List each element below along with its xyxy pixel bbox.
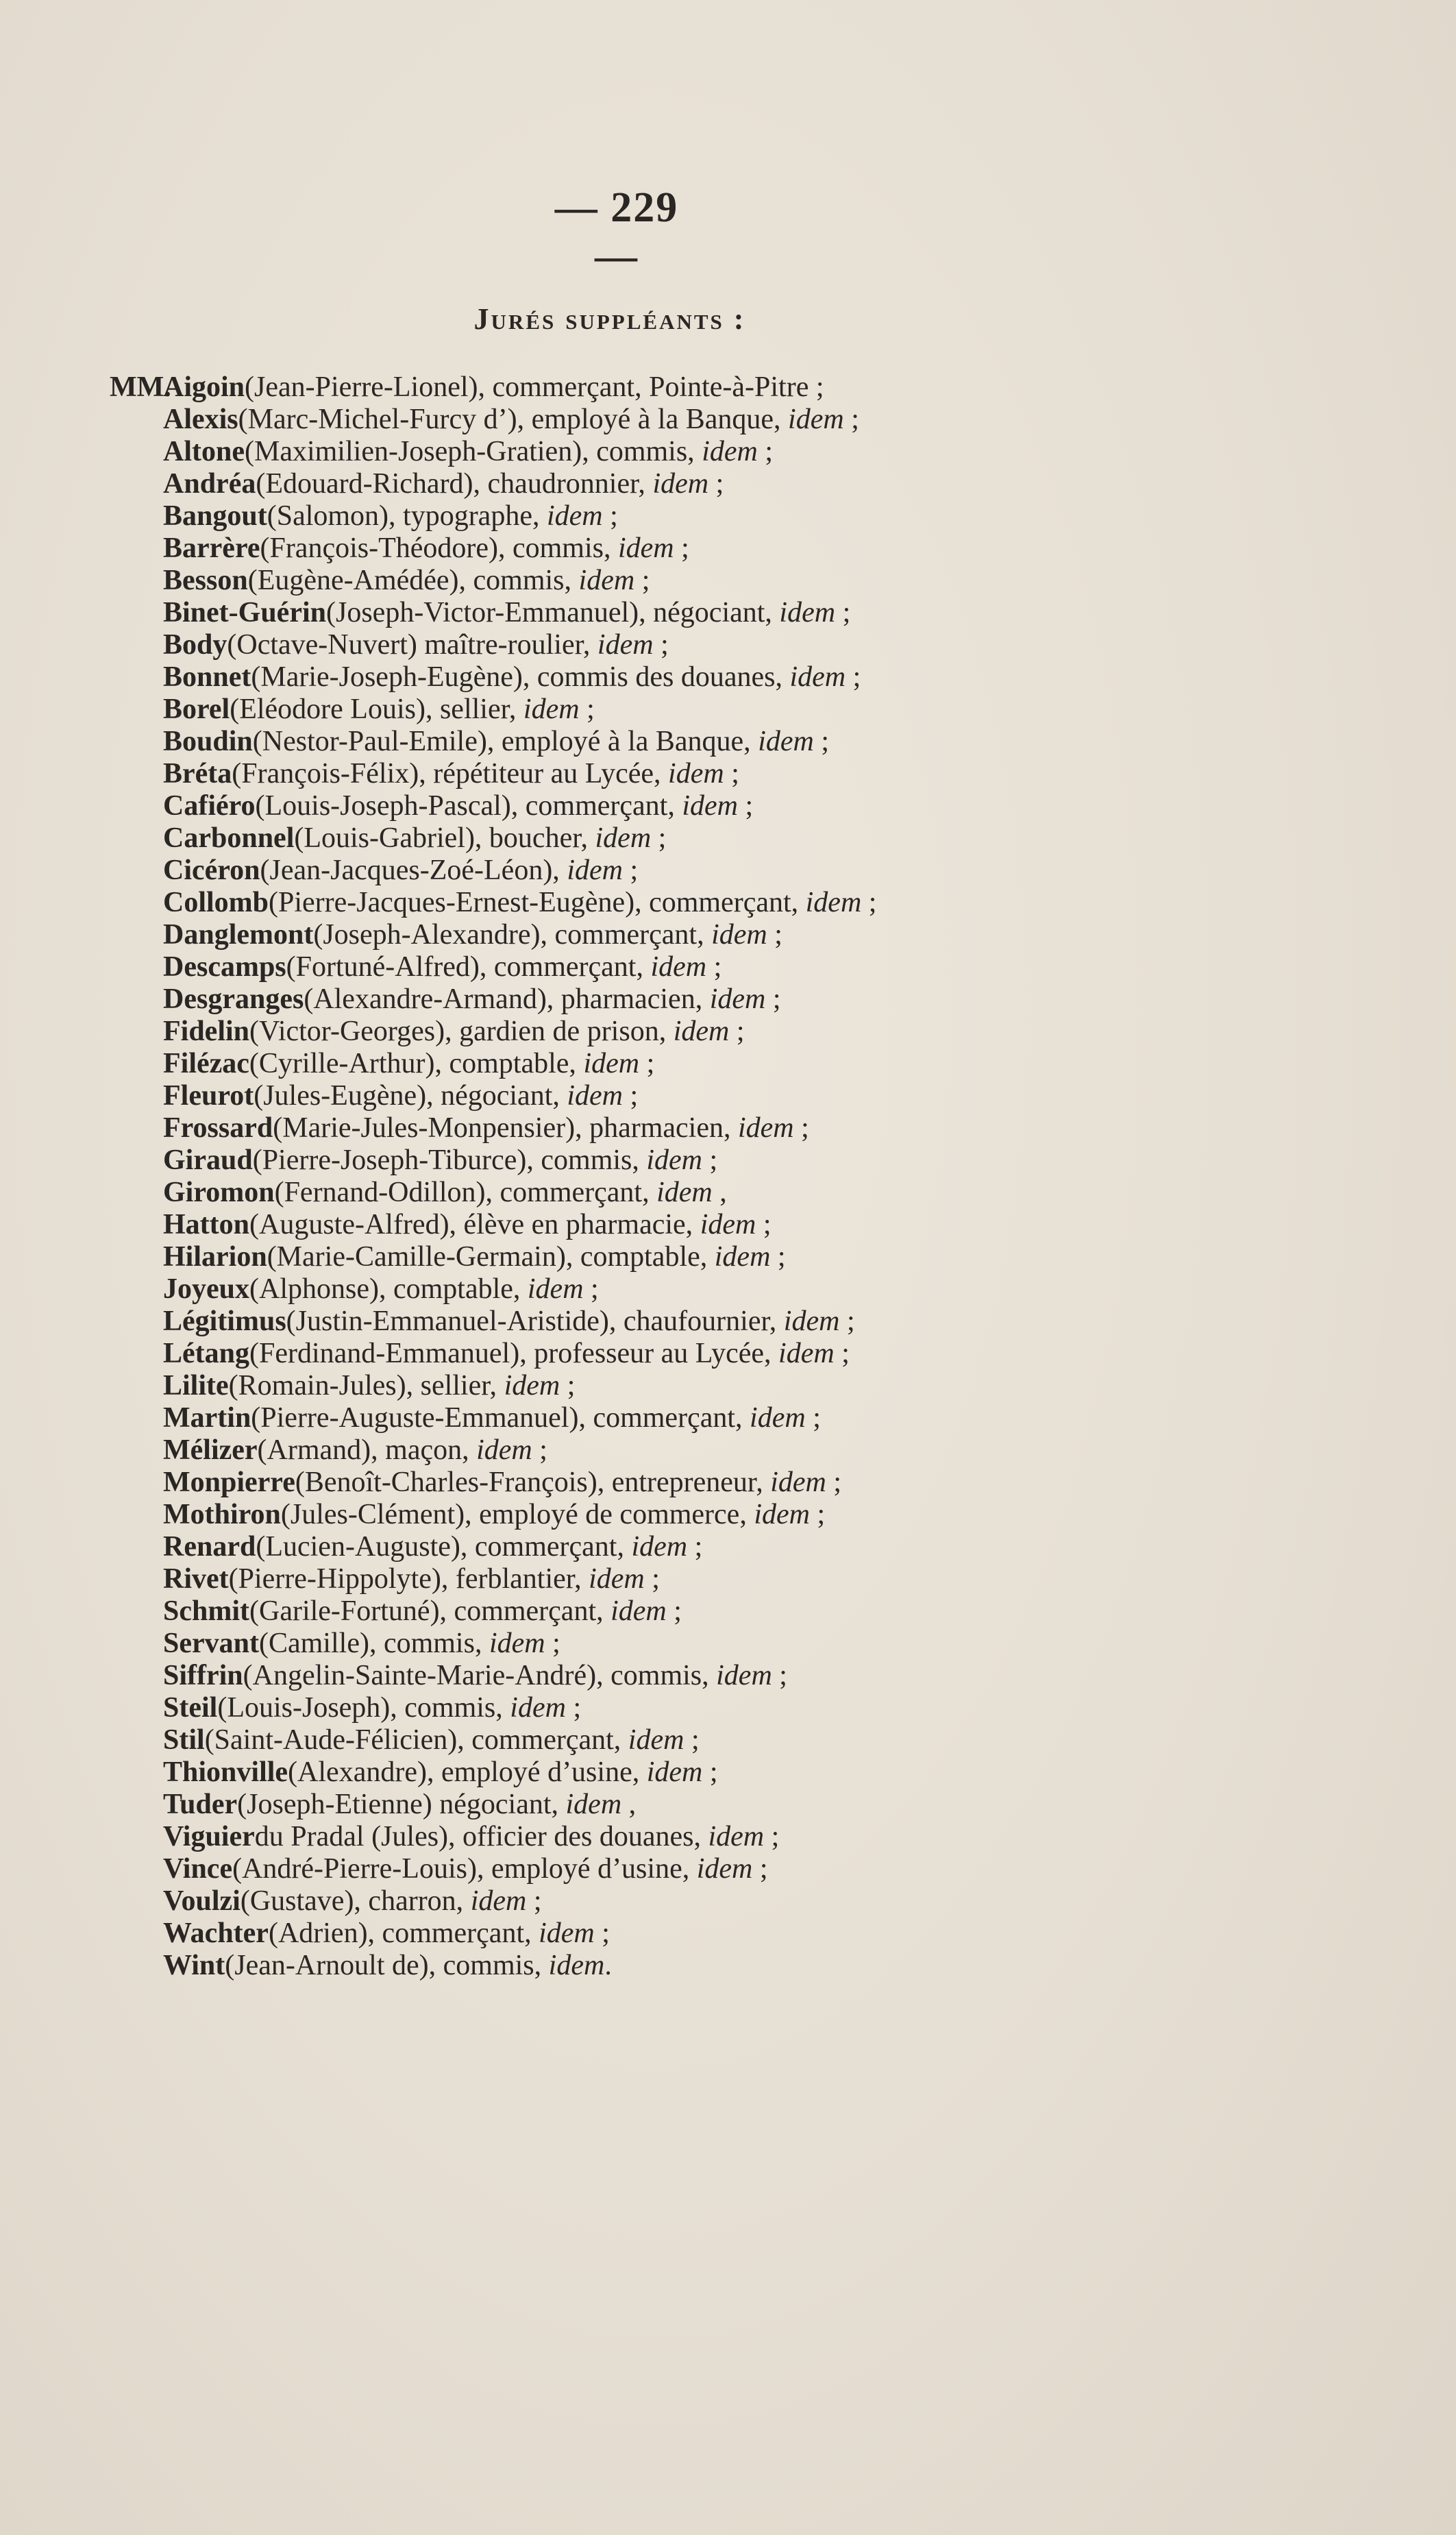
juror-name: Alexis: [163, 404, 238, 435]
juror-entry: [110, 1306, 1041, 1338]
juror-entry: [110, 371, 1041, 404]
juror-description: (Edouard-Richard), chaudronnier, idem ;: [256, 468, 724, 500]
idem-word: idem: [714, 1241, 771, 1273]
juror-description: (Joseph-Alexandre), commerçant, idem ;: [313, 919, 782, 951]
juror-description: du Pradal (Jules), officier des douanes, idem ;: [254, 1821, 780, 1852]
juror-name: Collomb: [163, 887, 269, 918]
idem-word: idem: [546, 500, 603, 532]
idem-word: idem: [597, 629, 654, 661]
idem-word: idem: [758, 726, 814, 757]
juror-description: (Alexandre), employé d’usine, idem ;: [288, 1756, 718, 1788]
idem-word: idem: [702, 436, 758, 467]
juror-name: Viguier: [163, 1821, 255, 1852]
juror-entry: [110, 1595, 1041, 1628]
juror-name: Monpierre: [163, 1467, 295, 1498]
idem-word: idem: [523, 694, 580, 725]
juror-name: Desgranges: [163, 983, 304, 1015]
juror-name: Joyeux: [163, 1273, 249, 1305]
juror-entry: [110, 1853, 1041, 1885]
juror-entry: [110, 758, 1041, 790]
juror-entry: [110, 1370, 1041, 1402]
idem-word: idem: [696, 1853, 753, 1885]
juror-name: Aigoin: [163, 371, 245, 403]
juror-entry: [110, 1531, 1041, 1563]
juror-name: Siffrin: [163, 1660, 243, 1691]
juror-name: Bréta: [163, 758, 232, 789]
idem-word: idem: [779, 597, 836, 628]
juror-description: (Marie-Jules-Monpensier), pharmacien, idem ;: [273, 1112, 809, 1144]
idem-word: idem: [668, 758, 724, 789]
idem-word: idem: [610, 1595, 667, 1627]
juror-name: Besson: [163, 565, 248, 596]
juror-entry: [110, 1241, 1041, 1273]
juror-name: Voulzi: [163, 1885, 240, 1917]
juror-description: (Nestor-Paul-Emile), employé à la Banque, idem ;: [252, 726, 830, 757]
juror-name: Mélizer: [163, 1434, 258, 1466]
juror-description: (Fernand-Odillon), commerçant, idem ,: [274, 1177, 727, 1208]
juror-name: Boudin: [163, 726, 253, 757]
juror-entry: [110, 1080, 1041, 1112]
juror-description: (Adrien), commerçant, idem ;: [268, 1918, 610, 1949]
juror-name: Cafiéro: [163, 790, 256, 822]
juror-description: (André-Pierre-Louis), employé d’usine, idem ;: [232, 1853, 768, 1885]
juror-description: (François-Théodore), commis, idem ;: [260, 532, 689, 564]
juror-entry: [110, 532, 1041, 565]
juror-name: Thionville: [163, 1756, 288, 1788]
juror-name: Schmit: [163, 1595, 249, 1627]
juror-description: (Ferdinand-Emmanuel), professeur au Lycée, idem ;: [249, 1338, 850, 1369]
juror-description: (Salomon), typographe, idem ;: [267, 500, 618, 532]
juror-entry: [110, 597, 1041, 629]
idem-word: idem: [565, 1789, 622, 1820]
juror-name: Giraud: [163, 1144, 253, 1176]
idem-word: idem: [778, 1338, 835, 1369]
juror-entry: [110, 694, 1041, 726]
juror-name: Danglemont: [163, 919, 314, 951]
juror-name: Hatton: [163, 1209, 249, 1240]
juror-name: Carbonnel: [163, 822, 295, 854]
idem-word: idem: [646, 1756, 703, 1788]
juror-entry: [110, 1660, 1041, 1692]
juror-name: Bonnet: [163, 661, 251, 693]
juror-name: Renard: [163, 1531, 256, 1563]
juror-entry: [110, 887, 1041, 919]
juror-entry: [110, 404, 1041, 436]
juror-entry: [110, 822, 1041, 855]
juror-entry: [110, 1756, 1041, 1789]
idem-word: idem: [700, 1209, 756, 1240]
juror-entry: [110, 565, 1041, 597]
juror-description: (Jules-Eugène), négociant, idem ;: [254, 1080, 639, 1112]
juror-entry: [110, 951, 1041, 983]
juror-entry: [110, 1048, 1041, 1080]
juror-description: (Octave-Nuvert) maître-roulier, idem ;: [227, 629, 669, 661]
juror-name: Borel: [163, 694, 230, 725]
juror-description: (Jules-Clément), employé de commerce, idem ;: [280, 1499, 826, 1530]
juror-entry: [110, 1692, 1041, 1724]
idem-word: idem: [470, 1885, 527, 1917]
juror-description: (Pierre-Jacques-Ernest-Eugène), commerçant, idem ;: [269, 887, 877, 918]
juror-name: Andréa: [163, 468, 256, 500]
idem-word: idem: [539, 1918, 595, 1949]
juror-description: (Joseph-Victor-Emmanuel), négociant, idem ;: [326, 597, 851, 628]
juror-name: Steil: [163, 1692, 218, 1724]
juror-entry: [110, 1885, 1041, 1918]
idem-word: idem: [652, 468, 709, 500]
juror-description: (Louis-Joseph), commis, idem ;: [217, 1692, 582, 1724]
juror-description: (Marie-Joseph-Eugène), commis des douanes, idem ;: [251, 661, 861, 693]
juror-description: (François-Félix), répétiteur au Lycée, idem ;: [232, 758, 739, 789]
juror-entry: [110, 726, 1041, 758]
juror-description: (Jean-Jacques-Zoé-Léon), idem ;: [260, 855, 639, 886]
juror-description: (Louis-Joseph-Pascal), commerçant, idem ;: [255, 790, 754, 822]
juror-entry: [110, 468, 1041, 500]
idem-word: idem: [709, 983, 766, 1015]
juror-name: Wachter: [163, 1918, 269, 1949]
juror-description: (Pierre-Joseph-Tiburce), commis, idem ;: [252, 1144, 718, 1176]
juror-description: (Alexandre-Armand), pharmacien, idem ;: [304, 983, 781, 1015]
juror-entry: [110, 983, 1041, 1016]
juror-description: (Jean-Pierre-Lionel), commerçant, Pointe-à-Pitre ;: [245, 371, 824, 403]
juror-entry: [110, 1112, 1041, 1144]
idem-word: idem: [578, 565, 635, 596]
idem-word: idem: [650, 951, 707, 983]
idem-word: idem: [646, 1144, 703, 1176]
juror-name: Fidelin: [163, 1016, 250, 1047]
idem-word: idem: [783, 1306, 840, 1337]
juror-description: (Pierre-Auguste-Emmanuel), commerçant, idem ;: [251, 1402, 821, 1434]
juror-name: Létang: [163, 1338, 249, 1369]
juror-description: (Louis-Gabriel), boucher, idem ;: [294, 822, 667, 854]
juror-description: (Joseph-Etienne) négociant, idem ,: [237, 1789, 637, 1820]
juror-entry: [110, 1724, 1041, 1756]
juror-entry: [110, 919, 1041, 951]
juror-name: Descamps: [163, 951, 286, 983]
juror-name: Stil: [163, 1724, 205, 1756]
juror-description: (Pierre-Hippolyte), ferblantier, idem ;: [228, 1563, 660, 1595]
section-title: Jurés suppléants :: [473, 302, 746, 336]
juror-name: Bangout: [163, 500, 267, 532]
juror-entry: [110, 1177, 1041, 1209]
juror-description: (Eugène-Amédée), commis, idem ;: [247, 565, 650, 596]
juror-description: (Fortuné-Alfred), commerçant, idem ;: [286, 951, 722, 983]
juror-entry: [110, 790, 1041, 822]
juror-description: (Angelin-Sainte-Marie-André), commis, idem ;: [243, 1660, 787, 1691]
juror-entry: [110, 1273, 1041, 1306]
idem-word: idem: [595, 822, 652, 854]
juror-entry: [110, 1628, 1041, 1660]
juror-description: (Maximilien-Joseph-Gratien), commis, idem ;: [245, 436, 774, 467]
idem-word: idem: [567, 855, 623, 886]
juror-description: (Camille), commis, idem ;: [259, 1628, 560, 1659]
juror-description: (Saint-Aude-Félicien), commerçant, idem ;: [204, 1724, 700, 1756]
juror-entry: [110, 1499, 1041, 1531]
juror-entry: [110, 1402, 1041, 1434]
idem-word: idem: [527, 1273, 584, 1305]
juror-description: (Auguste-Alfred), élève en pharmacie, idem ;: [249, 1209, 772, 1240]
idem-word: idem: [770, 1467, 826, 1498]
idem-word: idem: [618, 532, 674, 564]
juror-name: Binet-Guérin: [163, 597, 326, 628]
juror-name: Frossard: [163, 1112, 273, 1144]
idem-word: idem: [510, 1692, 566, 1724]
juror-description: (Garile-Fortuné), commerçant, idem ;: [249, 1595, 682, 1627]
entry-prefix: MM.: [110, 371, 171, 403]
juror-name: Barrère: [163, 532, 260, 564]
juror-name: Filézac: [163, 1048, 249, 1079]
juror-entry: [110, 1144, 1041, 1177]
idem-word: idem: [750, 1402, 806, 1434]
juror-description: (Marc-Michel-Furcy d’), employé à la Banque, idem ;: [238, 404, 859, 435]
idem-word: idem: [682, 790, 738, 822]
juror-name: Rivet: [163, 1563, 229, 1595]
juror-entry: [110, 500, 1041, 532]
idem-word: idem: [716, 1660, 772, 1691]
juror-name: Cicéron: [163, 855, 260, 886]
juror-name: Hilarion: [163, 1241, 267, 1273]
idem-word: idem: [789, 661, 846, 693]
juror-description: (Justin-Emmanuel-Aristide), chaufournier, idem ;: [286, 1306, 855, 1337]
idem-word: idem: [711, 919, 767, 951]
idem-word: idem: [589, 1563, 645, 1595]
juror-entry: [110, 436, 1041, 468]
juror-description: (Armand), maçon, idem ;: [257, 1434, 547, 1466]
juror-entry: [110, 1789, 1041, 1821]
juror-name: Wint: [163, 1950, 225, 1981]
juror-name: Giromon: [163, 1177, 275, 1208]
juror-name: Légitimus: [163, 1306, 286, 1337]
juror-entry: [110, 1950, 1041, 1982]
juror-entry: [110, 1016, 1041, 1048]
juror-description: (Victor-Georges), gardien de prison, idem ;: [249, 1016, 745, 1047]
idem-word: idem: [631, 1531, 688, 1563]
juror-description: (Alphonse), comptable, idem ;: [249, 1273, 599, 1305]
juror-name: Mothiron: [163, 1499, 281, 1530]
juror-entry: [110, 1209, 1041, 1241]
juror-entry: [110, 1563, 1041, 1595]
juror-entry: [110, 1338, 1041, 1370]
juror-list: [110, 371, 1041, 1982]
idem-word: idem: [476, 1434, 532, 1466]
juror-name: Vince: [163, 1853, 233, 1885]
juror-name: Fleurot: [163, 1080, 254, 1112]
juror-name: Servant: [163, 1628, 259, 1659]
juror-entry: [110, 1918, 1041, 1950]
page-number: — 229 —: [554, 184, 679, 280]
idem-word: idem: [754, 1499, 810, 1530]
idem-word: idem: [673, 1016, 730, 1047]
idem-word: idem: [788, 404, 844, 435]
idem-word: idem: [504, 1370, 560, 1401]
juror-description: (Cyrille-Arthur), comptable, idem ;: [249, 1048, 655, 1079]
juror-description: (Lucien-Auguste), commerçant, idem ;: [256, 1531, 703, 1563]
idem-word: idem: [737, 1112, 794, 1144]
juror-name: Lilite: [163, 1370, 229, 1401]
juror-entry: [110, 855, 1041, 887]
juror-description: (Jean-Arnoult de), commis, idem.: [225, 1950, 612, 1981]
juror-name: Martin: [163, 1402, 251, 1434]
juror-entry: [110, 661, 1041, 694]
juror-entry: [110, 1434, 1041, 1467]
idem-word: idem: [567, 1080, 624, 1112]
juror-description: (Marie-Camille-Germain), comptable, idem ;: [267, 1241, 786, 1273]
juror-entry: [110, 629, 1041, 661]
juror-description: (Gustave), charron, idem ;: [240, 1885, 542, 1917]
juror-description: (Benoît-Charles-François), entrepreneur, idem ;: [295, 1467, 842, 1498]
juror-name: Body: [163, 629, 227, 661]
idem-word: idem: [583, 1048, 640, 1079]
idem-word: idem: [805, 887, 862, 918]
juror-name: Altone: [163, 436, 245, 467]
idem-word: idem: [548, 1950, 605, 1981]
juror-description: (Eléodore Louis), sellier, idem ;: [230, 694, 595, 725]
juror-entry: [110, 1467, 1041, 1499]
juror-name: Tuder: [163, 1789, 238, 1820]
juror-entry: [110, 1821, 1041, 1853]
idem-word: idem: [656, 1177, 713, 1208]
idem-word: idem: [489, 1628, 545, 1659]
idem-word: idem: [628, 1724, 684, 1756]
idem-word: idem: [708, 1821, 765, 1852]
juror-description: (Romain-Jules), sellier, idem ;: [228, 1370, 576, 1401]
